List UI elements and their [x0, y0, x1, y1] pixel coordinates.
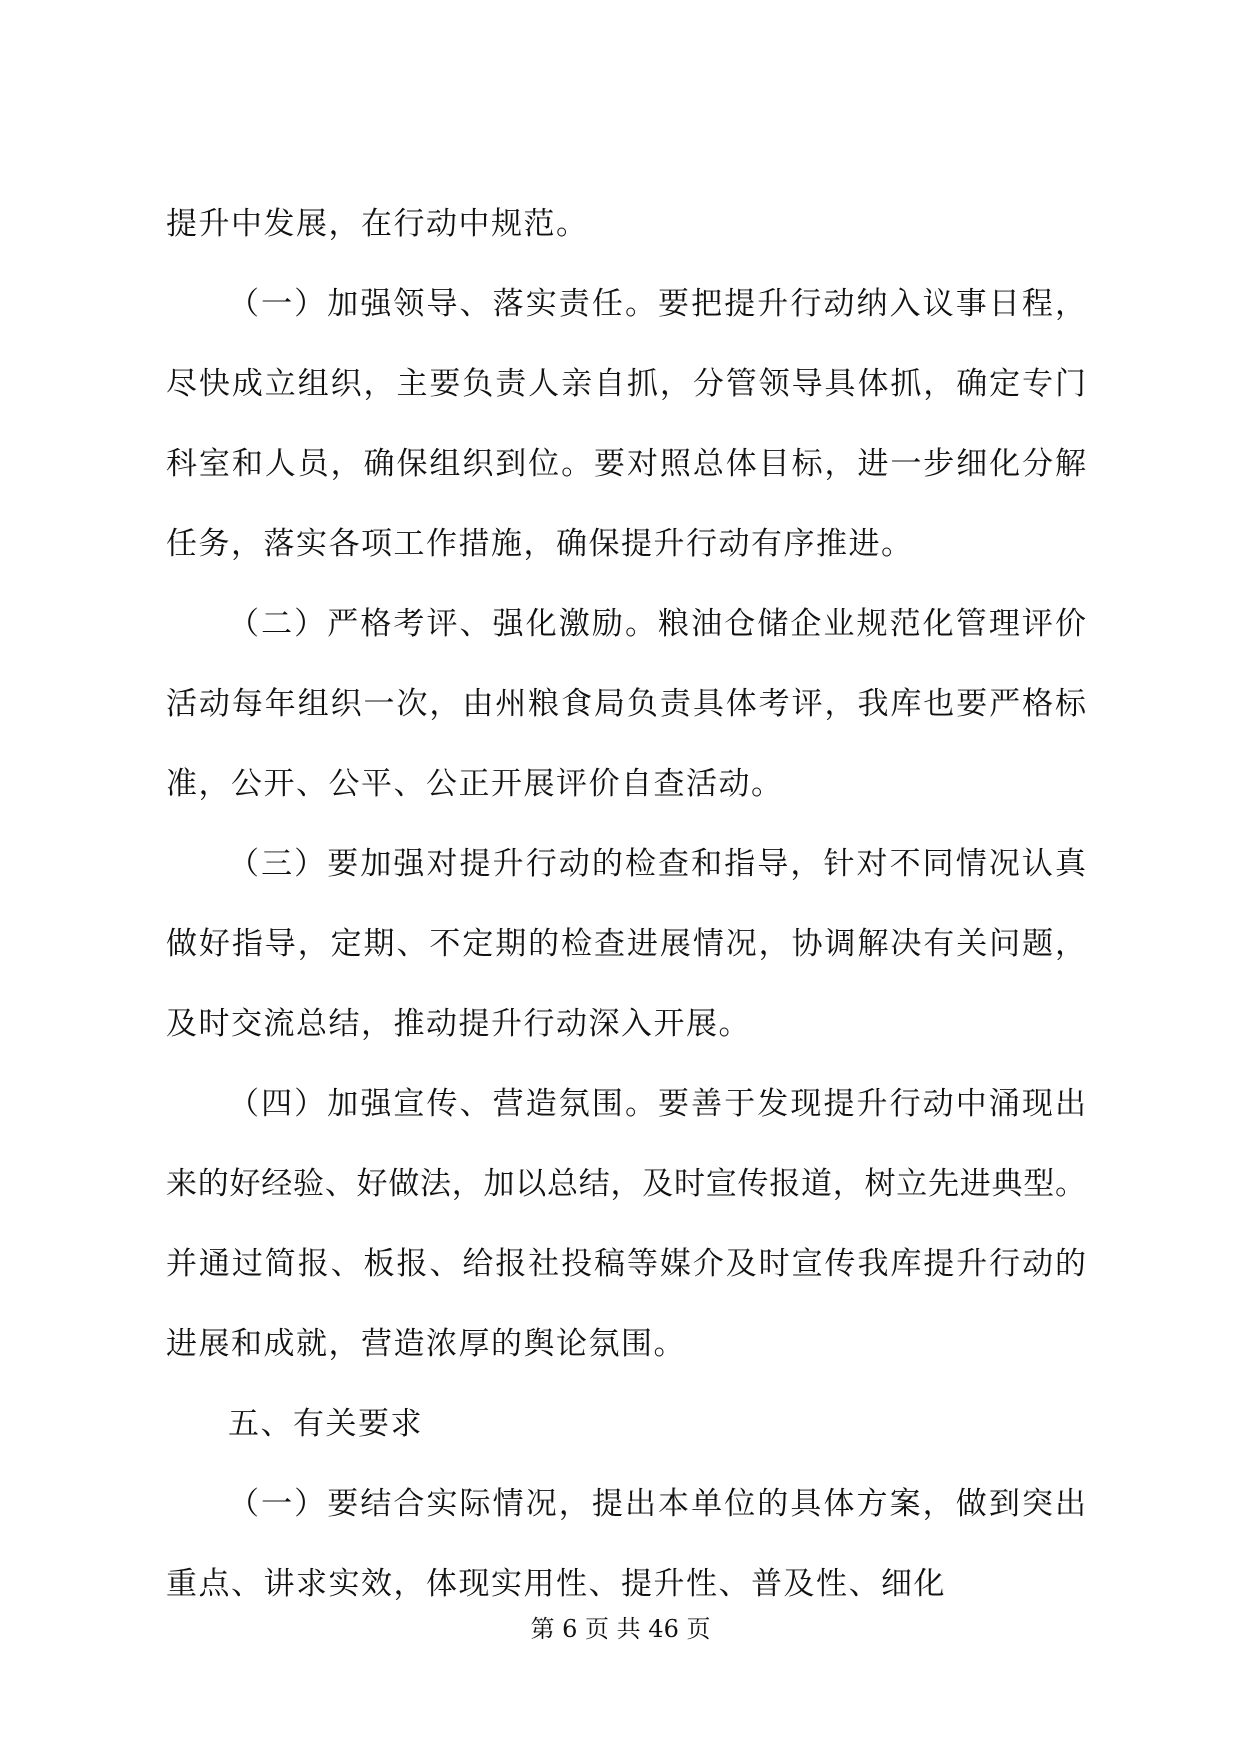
paragraph-3-line: 做好指导，定期、不定期的检查进展情况，协调解决有关问题，: [166, 926, 1086, 962]
paragraph-4-line: 进展和成就，营造浓厚的舆论氛围。: [166, 1326, 686, 1362]
page-footer: 第 6 页 共 46 页: [530, 1615, 711, 1643]
paragraph-4-line: 来的好经验、好做法，加以总结，及时宣传报道，树立先进典型。: [166, 1166, 1086, 1202]
paragraph-4-line: （四）加强宣传、营造氛围。要善于发现提升行动中涌现出: [228, 1086, 1086, 1122]
paragraph-4-line: 并通过简报、板报、给报社投稿等媒介及时宣传我库提升行动的: [166, 1246, 1086, 1282]
paragraph-3-line: （三）要加强对提升行动的检查和指导，针对不同情况认真: [228, 846, 1086, 882]
paragraph-3-line: 及时交流总结，推动提升行动深入开展。: [166, 1006, 751, 1042]
paragraph-1-line: 任务，落实各项工作措施，确保提升行动有序推进。: [166, 526, 914, 562]
paragraph-5-line: （一）要结合实际情况，提出本单位的具体方案，做到突出: [228, 1486, 1086, 1522]
paragraph-1-line: （一）加强领导、落实责任。要把提升行动纳入议事日程，: [228, 286, 1086, 322]
paragraph-5-line: 重点、讲求实效，体现实用性、提升性、普及性、细化: [166, 1566, 946, 1602]
paragraph-2-line: 准，公开、公平、公正开展评价自查活动。: [166, 766, 784, 802]
section-heading: 五、有关要求: [228, 1406, 423, 1442]
body-text-line: 提升中发展，在行动中规范。: [166, 206, 589, 242]
paragraph-1-line: 科室和人员，确保组织到位。要对照总体目标，进一步细化分解: [166, 446, 1086, 482]
paragraph-1-line: 尽快成立组织，主要负责人亲自抓，分管领导具体抓，确定专门: [166, 366, 1086, 402]
paragraph-2-line: （二）严格考评、强化激励。粮油仓储企业规范化管理评价: [228, 606, 1086, 642]
paragraph-2-line: 活动每年组织一次，由州粮食局负责具体考评，我库也要严格标: [166, 686, 1086, 722]
